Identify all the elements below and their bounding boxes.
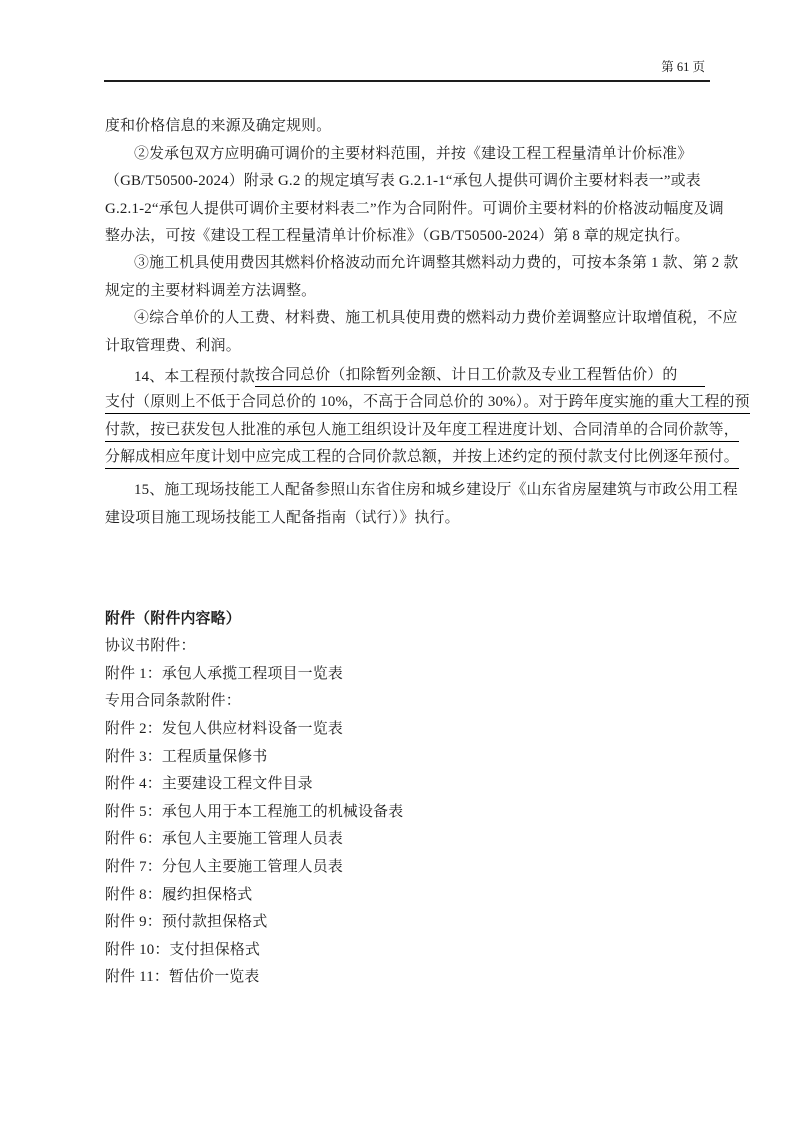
text-line-inner	[105, 282, 705, 301]
text-line	[105, 503, 705, 530]
text-segment: 附件 2：发包人供应材料设备一览表	[105, 720, 343, 737]
text-line-inner	[134, 481, 738, 500]
text-segment: 计取管理费、利润。	[105, 337, 241, 354]
text-line-inner	[105, 200, 724, 219]
underlined-text-segment: 付款，按已获发包人批准的承包人施工组织设计及年度工程进度计划、合同清单的合同价款等，	[105, 421, 739, 442]
attachment-item	[105, 852, 705, 880]
text-segment: 附件 10：支付担保格式	[105, 941, 261, 958]
text-line-inner	[134, 254, 739, 273]
text-segment: 附件 8：履约担保格式	[105, 886, 253, 903]
attachment-item	[105, 714, 705, 742]
attachment-item	[105, 935, 705, 963]
text-line-inner	[105, 117, 705, 136]
text-line-inner	[105, 421, 739, 442]
text-line-inner	[105, 775, 705, 794]
attachment-item	[105, 770, 705, 798]
attachments-title: 附件（附件内容略）	[105, 610, 241, 627]
text-line	[105, 390, 750, 417]
text-segment: 附件 1：承包人承揽工程项目一览表	[105, 665, 343, 682]
text-line-inner	[105, 393, 750, 414]
text-line-inner	[134, 309, 738, 328]
text-line	[105, 222, 705, 249]
text-line-inner	[105, 720, 705, 739]
text-line-inner	[105, 941, 705, 960]
text-line-inner	[105, 968, 705, 987]
text-line	[105, 276, 705, 303]
text-line-inner	[134, 145, 705, 164]
text-line-inner	[105, 830, 705, 849]
underlined-text-segment: 支付（原则上不低于合同总价的 10%，不高于合同总价的 30%）。对于跨年度实施的重大工程的预	[105, 393, 750, 414]
text-line-inner	[105, 227, 705, 246]
text-line	[105, 445, 739, 472]
attachment-item	[105, 797, 705, 825]
text-line-inner	[105, 637, 705, 656]
text-segment: 附件 3：工程质量保修书	[105, 748, 268, 765]
text-segment: 规定的主要材料调差方法调整。	[105, 282, 317, 299]
text-segment: 协议书附件：	[105, 638, 196, 655]
text-segment: ③施工机具使用费因其燃料价格波动而允许调整其燃料动力费的，可按本条第 1 款、第 2 款	[134, 255, 739, 272]
text-line-inner	[105, 692, 705, 711]
text-segment: 14、本工程预付款	[134, 368, 255, 385]
text-line	[105, 331, 705, 358]
text-line-inner	[105, 665, 705, 684]
underlined-text-segment: 分解成相应年度计划中应完成工程的合同价款总额，并按上述约定的预付款支付比例逐年预付。	[105, 448, 739, 469]
text-line-inner	[134, 366, 705, 387]
body-text	[105, 112, 750, 531]
attachment-item	[105, 963, 705, 991]
text-segment: 15、施工现场技能工人配备参照山东省住房和城乡建设厅《山东省房屋建筑与市政公用工程	[134, 482, 738, 499]
text-line	[105, 476, 738, 503]
text-segment: ④综合单价的人工费、材料费、施工机具使用费的燃料动力费价差调整应计取增值税，不应	[134, 310, 738, 327]
text-line	[105, 304, 738, 331]
text-line	[105, 249, 739, 276]
attachment-item	[105, 825, 705, 853]
text-line-inner	[105, 886, 705, 905]
text-segment: 附件 7：分包人主要施工管理人员表	[105, 858, 343, 875]
text-segment: 度和价格信息的来源及确定规则。	[105, 118, 332, 135]
text-line	[105, 194, 724, 221]
text-segment: 附件 11：暂估价一览表	[105, 969, 260, 986]
text-segment: 附件 5：承包人用于本工程施工的机械设备表	[105, 803, 404, 820]
page-header	[104, 58, 710, 82]
text-line	[105, 363, 705, 390]
text-line-inner	[105, 858, 705, 877]
text-segment: 附件 9：预付款担保格式	[105, 914, 268, 931]
text-line	[105, 167, 705, 194]
attachment-list	[105, 632, 705, 991]
attachment-item	[105, 908, 705, 936]
text-line-inner	[105, 337, 705, 356]
attachment-item	[105, 687, 705, 715]
attachment-item	[105, 742, 705, 770]
text-line-inner	[105, 448, 739, 469]
text-segment: 整办法，可按《建设工程工程量清单计价标准》（GB/T50500-2024）第 8 章的规定执行。	[105, 227, 690, 244]
text-line-inner	[105, 610, 705, 629]
underline-filler	[677, 371, 705, 387]
text-segment: 建设项目施工现场技能工人配备指南（试行）》执行。	[105, 509, 460, 526]
text-segment: G.2.1-2“承包人提供可调价主要材料表二”作为合同附件。可调价主要材料的价格波动幅度及调	[105, 200, 724, 217]
text-segment: 附件 4：主要建设工程文件目录	[105, 776, 313, 793]
underlined-text-segment: 按合同总价（扣除暂列金额、计日工价款及专业工程暂估价）的	[255, 366, 678, 387]
text-segment: 附件 6：承包人主要施工管理人员表	[105, 831, 343, 848]
text-line-inner	[105, 509, 705, 528]
attachment-item	[105, 880, 705, 908]
attachment-item	[105, 632, 705, 660]
text-line-inner	[105, 172, 705, 191]
text-segment: 专用合同条款附件：	[105, 693, 241, 710]
attachments-section	[105, 604, 705, 990]
page-number-label: 第 61 页	[661, 60, 705, 74]
text-line-inner	[105, 913, 705, 932]
text-segment: ②发承包双方应明确可调价的主要材料范围，并按《建设工程工程量清单计价标准》	[134, 145, 693, 162]
attachments-title-line	[105, 604, 705, 632]
text-segment: （GB/T50500-2024）附录 G.2 的规定填写表 G.2.1-1“承包人提供可调价主要材料表一”或表	[105, 173, 701, 190]
text-line	[105, 417, 739, 444]
text-line	[105, 139, 705, 166]
attachment-item	[105, 659, 705, 687]
text-line-inner	[105, 748, 705, 767]
text-line-inner	[105, 803, 705, 822]
text-line	[105, 112, 705, 139]
